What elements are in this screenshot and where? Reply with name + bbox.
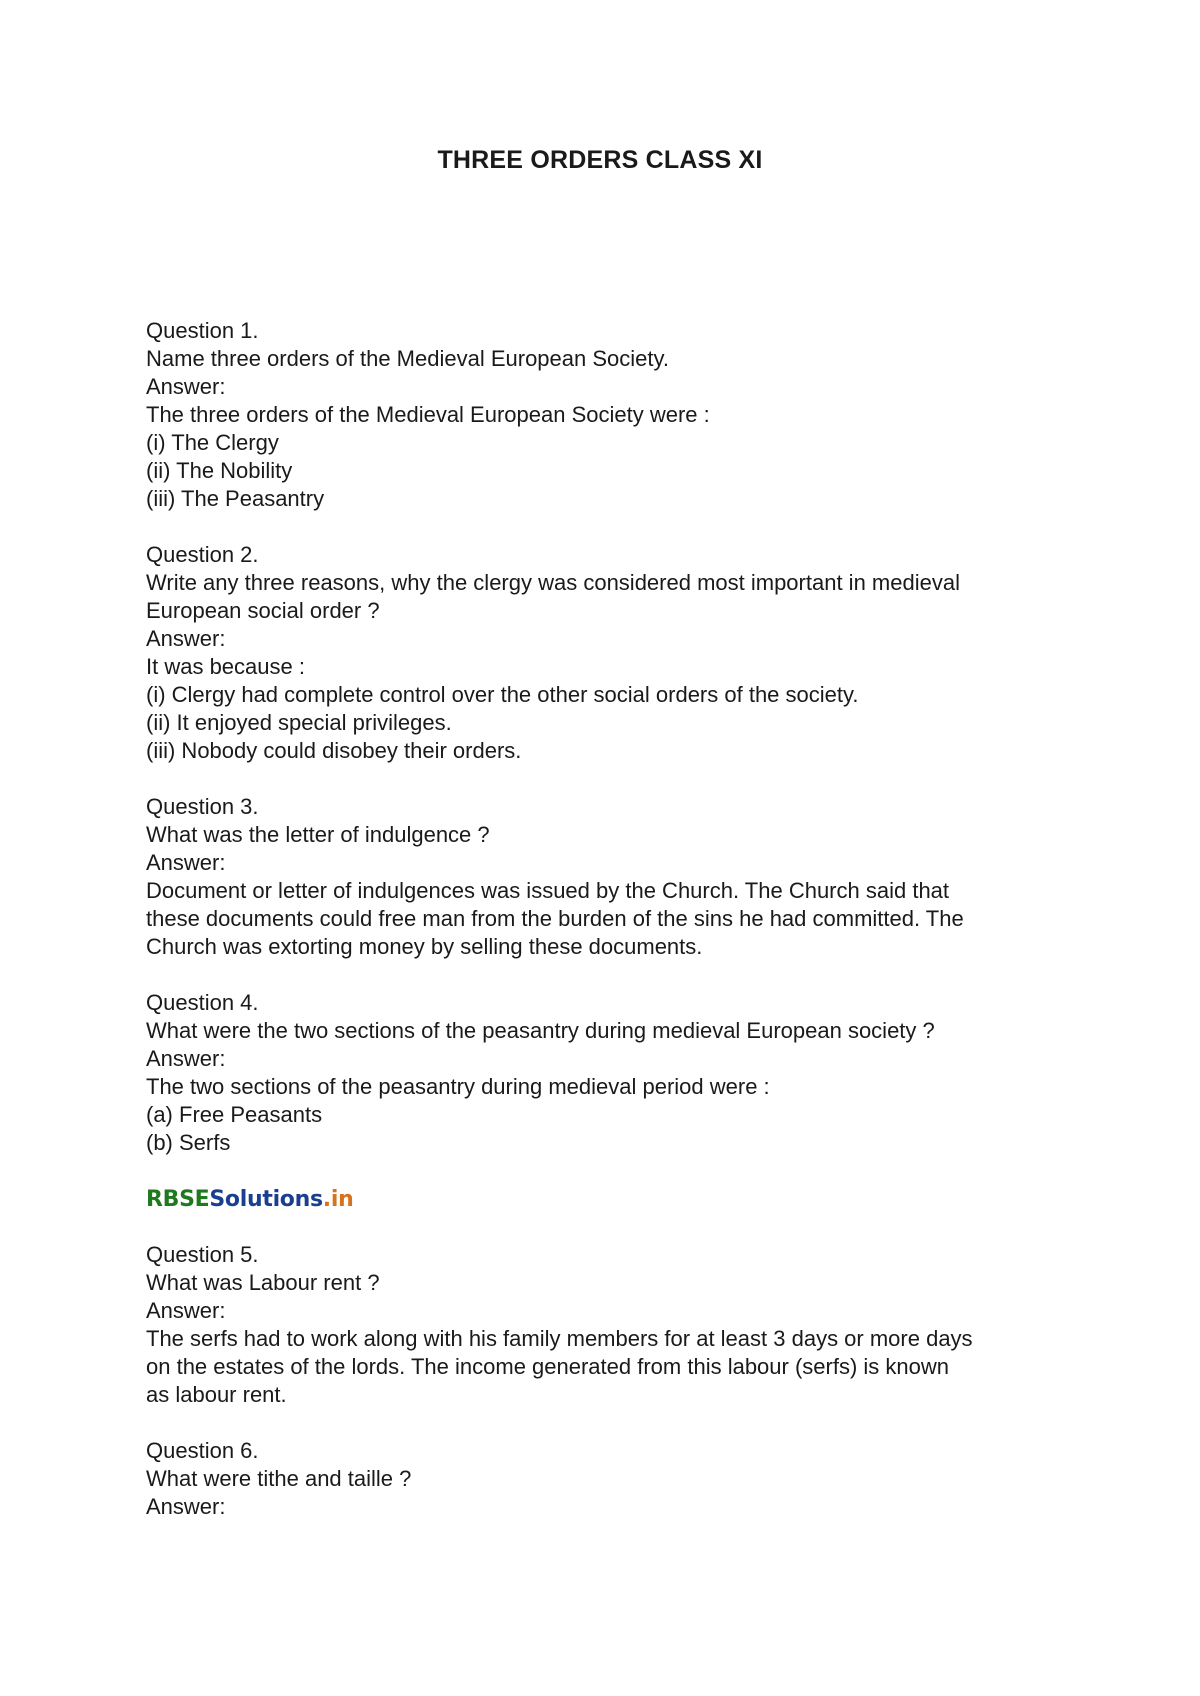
question-heading: Question 1.	[146, 318, 259, 343]
question-block-3	[146, 793, 1076, 961]
brand-logo-part-domain: .in	[322, 1187, 354, 1212]
document-title: THREE ORDERS CLASS XI	[437, 146, 763, 174]
answer-text: Document or letter of indulgences was issued by the Church. The Church said that	[146, 878, 950, 903]
answer-text: Church was extorting money by selling these documents.	[146, 934, 703, 959]
answer-text: on the estates of the lords. The income generated from this labour (serfs) is known	[146, 1354, 949, 1379]
question-text: What was Labour rent ?	[146, 1270, 380, 1295]
answer-text: (iii) The Peasantry	[146, 486, 325, 511]
question-block-5	[146, 1241, 1076, 1409]
question-text: What was the letter of indulgence ?	[146, 822, 490, 847]
question-text: What were the two sections of the peasantry during medieval European society ?	[146, 1018, 935, 1043]
answer-text: (ii) It enjoyed special privileges.	[146, 710, 452, 735]
question-text: Write any three reasons, why the clergy was considered most important in medieval	[146, 570, 960, 595]
answer-text: (ii) The Nobility	[146, 458, 293, 483]
question-heading: Question 3.	[146, 794, 259, 819]
answer-text: (a) Free Peasants	[146, 1102, 323, 1127]
answer-text: (i) Clergy had complete control over the other social orders of the society.	[146, 682, 859, 707]
brand-logo-part-solutions: Solutions	[209, 1187, 323, 1212]
answer-text: these documents could free man from the burden of the sins he had committed. The	[146, 906, 964, 931]
document-body	[146, 317, 1076, 1549]
answer-text: as labour rent.	[146, 1382, 287, 1407]
question-heading: Question 6.	[146, 1438, 259, 1463]
answer-text: It was because :	[146, 654, 305, 679]
question-text: European social order ?	[146, 598, 380, 623]
answer-text: (b) Serfs	[146, 1130, 231, 1155]
question-text: What were tithe and taille ?	[146, 1466, 412, 1491]
brand-watermark	[146, 1185, 1076, 1213]
answer-label: Answer:	[146, 1298, 226, 1323]
answer-text: (iii) Nobody could disobey their orders.	[146, 738, 522, 763]
answer-label: Answer:	[146, 850, 226, 875]
answer-label: Answer:	[146, 626, 226, 651]
answer-label: Answer:	[146, 1494, 226, 1519]
answer-text: The serfs had to work along with his family members for at least 3 days or more days	[146, 1326, 973, 1351]
question-heading: Question 5.	[146, 1242, 259, 1267]
brand-logo-part-rbse: RBSE	[146, 1187, 210, 1212]
question-heading: Question 4.	[146, 990, 259, 1015]
question-block-1	[146, 317, 1076, 513]
question-text: Name three orders of the Medieval European Society.	[146, 346, 669, 371]
question-block-6	[146, 1437, 1076, 1521]
answer-label: Answer:	[146, 1046, 226, 1071]
answer-text: The three orders of the Medieval European Society were :	[146, 402, 710, 427]
answer-label: Answer:	[146, 374, 226, 399]
answer-text: The two sections of the peasantry during medieval period were :	[146, 1074, 770, 1099]
answer-text: (i) The Clergy	[146, 430, 279, 455]
question-heading: Question 2.	[146, 542, 259, 567]
question-block-2	[146, 541, 1076, 765]
brand-logo	[146, 1187, 353, 1212]
question-block-4	[146, 989, 1076, 1157]
